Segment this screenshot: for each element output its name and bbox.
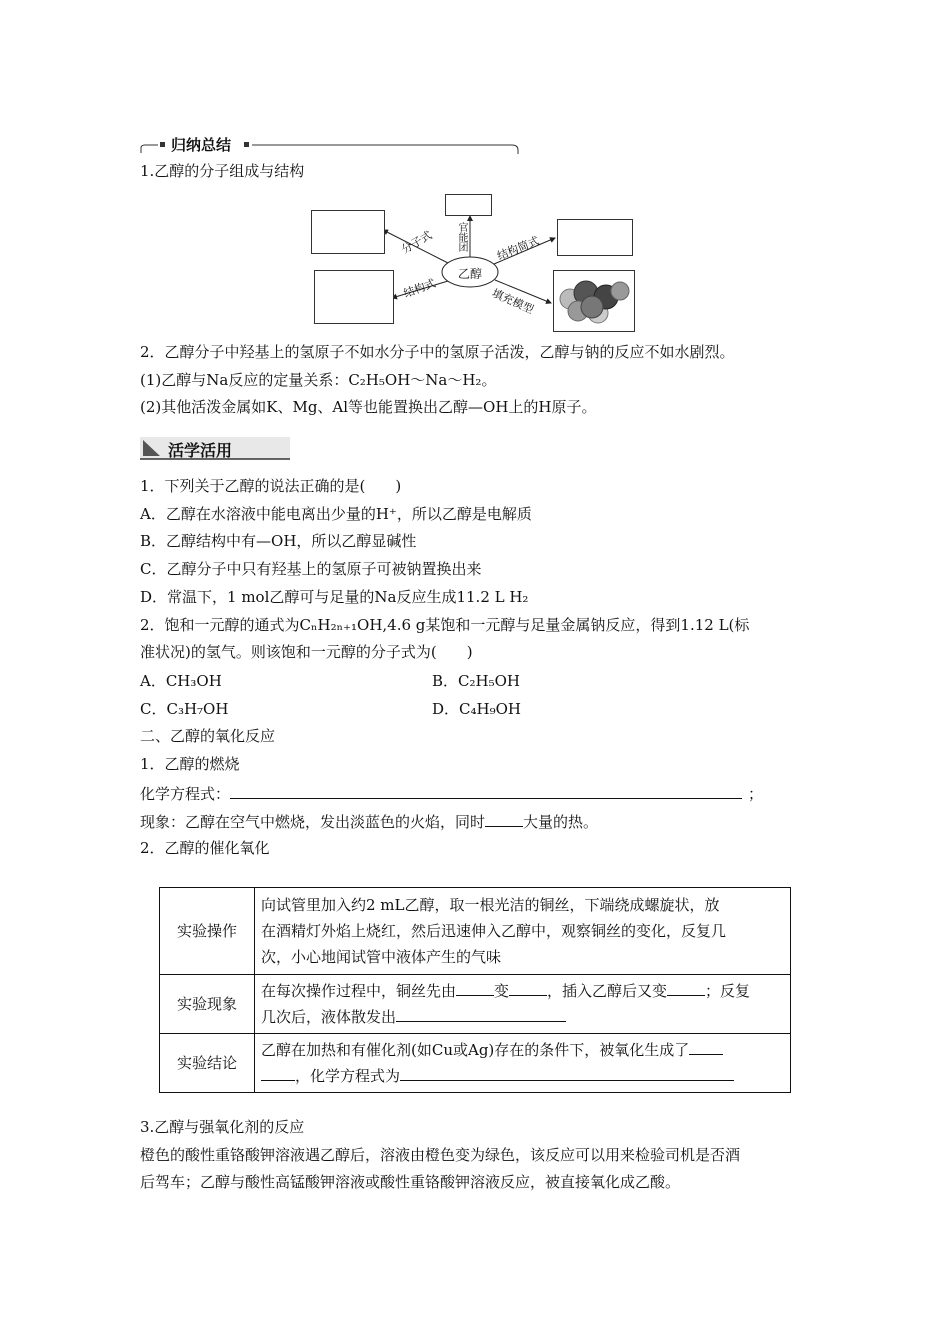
question-2-option-a: A．CH₃OH xyxy=(140,672,222,690)
burning-equation-end: ； xyxy=(748,785,764,803)
question-2-option-c: C．C₃H₇OH xyxy=(140,700,229,718)
operation-content xyxy=(255,888,791,975)
label-formula: 分子式 xyxy=(399,228,435,257)
conclusion-line-1 xyxy=(261,1037,784,1063)
label-structural-formula: 结构式 xyxy=(401,276,438,301)
phenomenon-text-b: 变 xyxy=(494,982,510,1000)
burning-phenomenon xyxy=(140,810,598,832)
summary-item-1: 1.乙醇的分子组成与结构 xyxy=(140,162,305,180)
question-1-option-d: D．常温下，1 mol乙醇可与足量的Na反应生成11.2 L H₂ xyxy=(140,588,529,606)
question-1-option-a: A．乙醇在水溶液中能电离出少量的H⁺，所以乙醇是电解质 xyxy=(140,505,532,523)
conclusion-blank-2[interactable] xyxy=(261,1064,295,1081)
phenomenon-text-c: ，插入乙醇后又变 xyxy=(547,982,668,1000)
table-row xyxy=(160,975,791,1034)
question-2-option-b: B．C₂H₅OH xyxy=(432,672,520,690)
strong-oxidizer-line-1: 橙色的酸性重铬酸钾溶液遇乙醇后，溶液由橙色变为绿色，该反应可以用来检验司机是否酒 xyxy=(140,1146,741,1164)
conclusion-blank-3[interactable] xyxy=(400,1064,734,1081)
practice-header: 活学活用 xyxy=(168,441,233,460)
strong-oxidizer-line-2: 后驾车；乙醇与酸性高锰酸钾溶液或酸性重铬酸钾溶液反应，被直接氧化成乙酸。 xyxy=(140,1173,681,1191)
conclusion-text-a: 乙醇在加热和有催化剂(如Cu或Ag)存在的条件下，被氧化生成了 xyxy=(261,1041,690,1059)
space-filling-model-icon xyxy=(554,271,634,331)
phenomenon-blank-1[interactable] xyxy=(456,979,494,996)
phenomenon-text-e: 几次后，液体散发出 xyxy=(261,1008,397,1026)
diagram-center-label: 乙醇 xyxy=(458,267,483,281)
conclusion-content xyxy=(255,1034,791,1093)
formula-box xyxy=(311,210,385,254)
phenomenon-blank-3[interactable] xyxy=(667,979,705,996)
functional-group-box xyxy=(445,194,492,216)
simple-structure-box xyxy=(557,219,633,256)
conclusion-label: 实验结论 xyxy=(160,1034,255,1093)
burning-equation-label: 化学方程式： xyxy=(140,785,231,803)
phenomenon-blank-2[interactable] xyxy=(509,979,547,996)
question-1-option-b: B．乙醇结构中有—OH，所以乙醇显碱性 xyxy=(140,532,417,550)
strong-oxidizer-title: 3.乙醇与强氧化剂的反应 xyxy=(140,1118,305,1136)
table-row xyxy=(160,888,791,975)
phenomenon-line-1 xyxy=(261,978,784,1004)
summary-item-2-1: (1)乙醇与Na反应的定量关系：C₂H₅OH～Na～H₂。 xyxy=(140,371,497,389)
oxidation-title: 二、乙醇的氧化反应 xyxy=(140,727,276,745)
structure-diagram xyxy=(308,190,638,335)
conclusion-blank-1[interactable] xyxy=(689,1038,723,1055)
experiment-table xyxy=(159,887,791,1093)
label-space-filling-model: 填充模型 xyxy=(490,286,536,317)
conclusion-line-2 xyxy=(261,1063,784,1089)
label-functional-group: 官能团 xyxy=(456,222,467,252)
table-row xyxy=(160,1034,791,1093)
space-filling-model-box xyxy=(553,270,635,332)
summary-item-2-2: (2)其他活泼金属如K、Mg、Al等也能置换出乙醇—OH上的H原子。 xyxy=(140,398,597,416)
phenomenon-blank-4[interactable] xyxy=(396,1005,566,1022)
phenomenon-label: 实验现象 xyxy=(160,975,255,1034)
phenomenon-text-a: 在每次操作过程中，铜丝先由 xyxy=(261,982,457,1000)
operation-line-1: 向试管里加入约2 mL乙醇，取一根光洁的铜丝，下端绕成螺旋状，放 xyxy=(261,896,720,914)
operation-label: 实验操作 xyxy=(160,888,255,975)
operation-line-3: 次，小心地闻试管中液体产生的气味 xyxy=(261,948,502,966)
phenomenon-text-d: ；反复 xyxy=(705,982,751,1000)
operation-line-2: 在酒精灯外焰上烧红，然后迅速伸入乙醇中，观察铜丝的变化，反复几 xyxy=(261,922,727,940)
question-2-line-1: 2．饱和一元醇的通式为CₙH₂ₙ₊₁OH,4.6 g某饱和一元醇与足量金属钠反应，得到1.12 L(标 xyxy=(140,616,750,634)
structural-formula-box xyxy=(314,270,394,324)
catalytic-oxidation-title: 2．乙醇的催化氧化 xyxy=(140,839,270,857)
label-simple-structure: 结构简式 xyxy=(495,234,542,263)
burning-equation xyxy=(140,782,763,804)
summary-header: 归纳总结 xyxy=(171,136,232,154)
question-2-line-2: 准状况)的氢气。则该饱和一元醇的分子式为( ) xyxy=(140,643,473,661)
burning-phenomenon-blank[interactable] xyxy=(485,810,523,827)
phenomenon-line-2 xyxy=(261,1004,784,1030)
question-1-option-c: C．乙醇分子中只有羟基上的氢原子可被钠置换出来 xyxy=(140,560,482,578)
question-2-option-d: D．C₄H₉OH xyxy=(432,700,521,718)
conclusion-text-b: ，化学方程式为 xyxy=(295,1067,401,1085)
summary-item-2: 2．乙醇分子中羟基上的氢原子不如水分子中的氢原子活泼，乙醇与钠的反应不如水剧烈。 xyxy=(140,343,735,361)
phenomenon-content xyxy=(255,975,791,1034)
question-1: 1．下列关于乙醇的说法正确的是( ) xyxy=(140,477,402,495)
burning-phenomenon-text-a: 现象：乙醇在空气中燃烧，发出淡蓝色的火焰，同时 xyxy=(140,813,486,831)
burning-equation-blank[interactable] xyxy=(230,782,742,799)
burning-title: 1．乙醇的燃烧 xyxy=(140,755,240,773)
burning-phenomenon-text-b: 大量的热。 xyxy=(523,813,599,831)
